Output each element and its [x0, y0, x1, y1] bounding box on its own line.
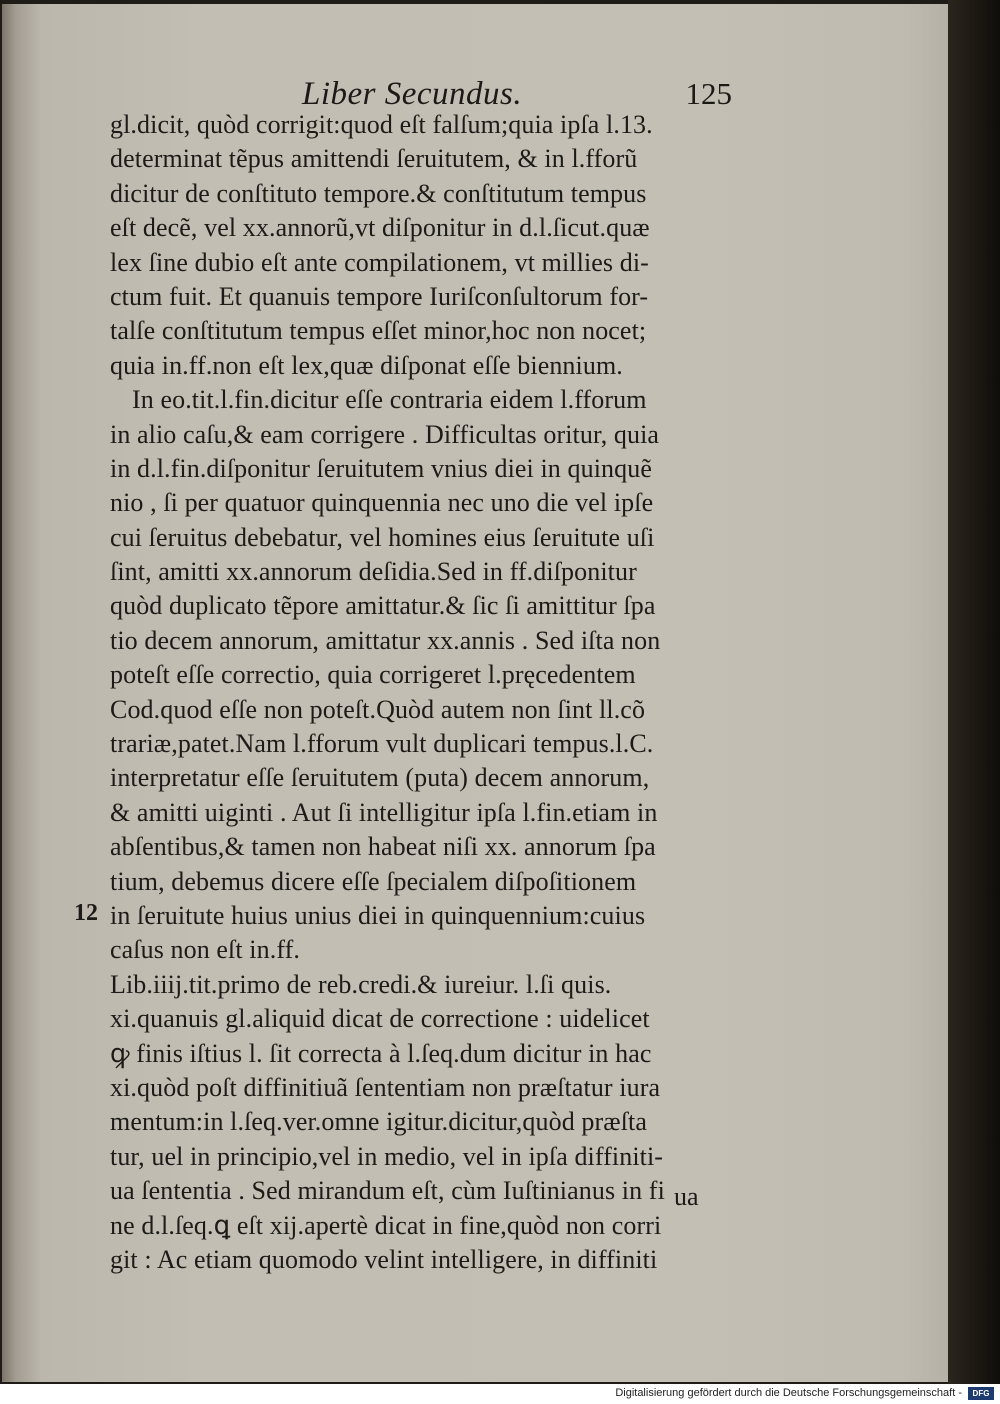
text-line: ne d.l.ſeq.ꝗ eſt xij.apertè dicat in fine,quòd non corri — [110, 1210, 662, 1240]
text-line: in ſeruitute huius unius diei in quinquennium:cuius — [110, 900, 646, 930]
text-line: dicitur de conſtituto tempore.& conſtitutum tempus — [110, 178, 647, 208]
text-line: eſt decẽ, vel xx.annorũ,vt diſponitur in d.l.ſicut.quæ — [110, 213, 650, 243]
text-line: xi.quòd poſt diffinitiuã ſententiam non præſtatur iura — [110, 1072, 661, 1102]
text-line: mentum:in l.ſeq.ver.omne igitur.dicitur,quòd præſta — [110, 1107, 647, 1137]
text-line: trariæ,patet.Nam l.fforum vult duplicari tempus.l.C. — [110, 729, 654, 759]
text-line: Cod.quod eſſe non poteſt.Quòd autem non ſint ll.cõ — [110, 694, 646, 724]
text-line: abſentibus,& tamen non habeat niſi xx. annorum ſpa — [110, 832, 656, 862]
footer-credit: Digitalisierung gefördert durch die Deutsche Forschungsgemeinschaft - — [615, 1387, 962, 1399]
text-line: Lib.iiij.tit.primo de reb.credi.& iureiur. l.ſi quis. — [110, 969, 612, 999]
text-line: ctum fuit. Et quanuis tempore Iuriſconſultorum for- — [110, 281, 649, 311]
text-line: talſe conſtitutum tempus eſſet minor,hoc non nocet; — [110, 316, 647, 346]
footer-bar — [0, 1384, 1000, 1404]
text-line: poteſt eſſe correctio, quia corrigeret l.pręcedentem — [110, 660, 636, 690]
text-line: ua ſententia . Sed mirandum eſt, cùm Iuſtinianus in fi — [110, 1176, 665, 1206]
text-line: quòd duplicato tẽpore amittatur.& ſic ſi amittitur ſpa — [110, 591, 656, 621]
page-number: 125 — [685, 76, 732, 111]
text-line: interpretatur eſſe ſeruitutem (puta) decem annorum, — [110, 763, 650, 793]
text-line: lex ſine dubio eſt ante compilationem, vt millies di- — [110, 247, 649, 277]
text-line: determinat tẽpus amittendi ſeruitutem, & in l.fforũ — [110, 144, 638, 174]
text-line: xi.quanuis gl.aliquid dicat de correctione : uidelicet — [110, 1004, 650, 1034]
text-line: ſint, amitti xx.annorum deſidia.Sed in ff.diſponitur — [110, 557, 637, 587]
text-line: quia in.ff.non eſt lex,quæ diſponat eſſe biennium. — [110, 350, 623, 380]
catchword: ua — [674, 1182, 699, 1211]
page-edge — [948, 0, 1000, 1384]
text-line: tur, uel in principio,vel in medio, vel in ipſa diffiniti- — [110, 1141, 664, 1171]
margin-section-number: 12 — [74, 900, 98, 926]
text-line: ꝙ finis iſtius l. ſit correcta à l.ſeq.dum dicitur in hac — [110, 1038, 652, 1068]
text-line: tium, debemus dicere eſſe ſpecialem diſpoſitionem — [110, 866, 637, 896]
text-line: git : Ac etiam quomodo velint intelligere, in diffiniti — [110, 1244, 658, 1274]
text-line: & amitti uiginti . Aut ſi intelligitur ipſa l.fin.etiam in — [110, 797, 658, 827]
dfg-logo: DFG — [968, 1387, 994, 1400]
text-line: cui ſeruitus debebatur, vel homines eius ſeruitute uſi — [110, 522, 655, 552]
text-line: nio , ſi per quatuor quinquennia nec uno die vel ipſe — [110, 488, 654, 518]
text-line: in alio caſu,& eam corrigere . Difficultas oritur, quia — [110, 419, 660, 449]
book-page — [2, 4, 952, 1382]
running-title: Liber Secundus. — [302, 76, 523, 112]
text-block — [110, 108, 742, 1277]
text-line: gl.dicit, quòd corrigit:quod eſt falſum;quia ipſa l.13. — [110, 110, 653, 139]
text-line: In eo.tit.l.fin.dicitur eſſe contraria eidem l.fforum — [132, 385, 647, 415]
text-line: in d.l.fin.diſponitur ſeruitutem vnius diei in quinquẽ — [110, 453, 652, 483]
text-line: tio decem annorum, amittatur xx.annis . Sed iſta non — [110, 625, 661, 655]
text-line: caſus non eſt in.ff. — [110, 935, 300, 965]
